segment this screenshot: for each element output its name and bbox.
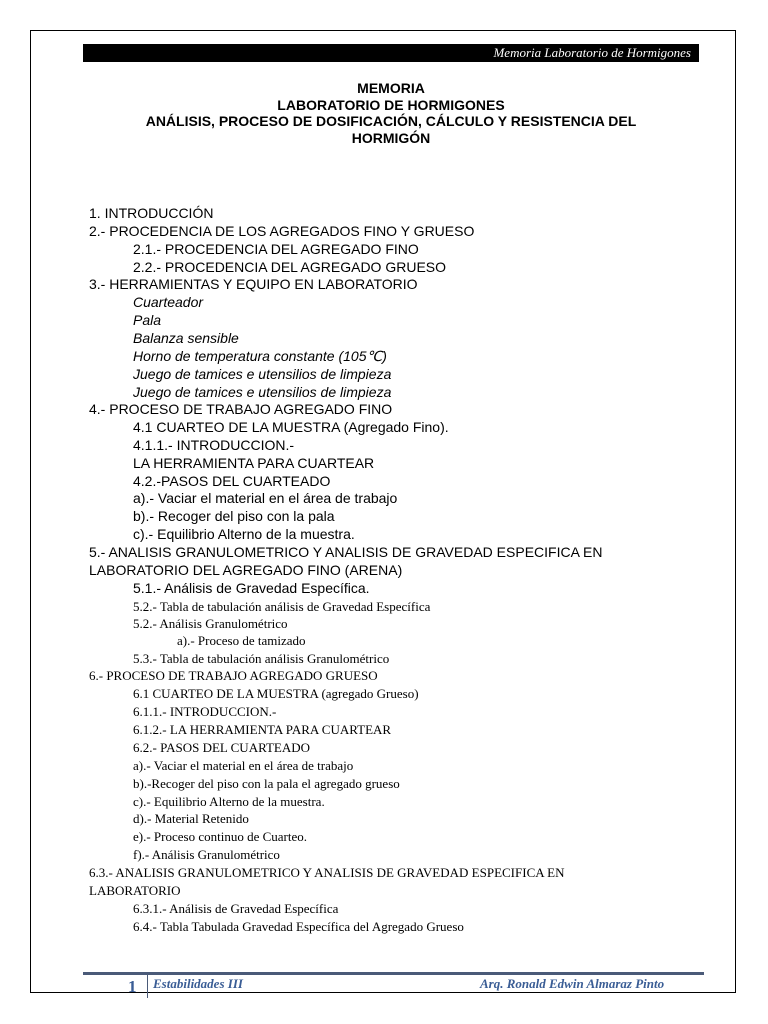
toc-entry: Balanza sensible <box>133 330 239 346</box>
toc-entry: 4.1.1.- INTRODUCCION.- <box>133 437 295 453</box>
toc-entry: Juego de tamices e utensilios de limpieza <box>133 366 392 382</box>
toc-entry: 4.- PROCESO DE TRABAJO AGREGADO FINO <box>89 401 393 417</box>
toc-entry: Horno de temperatura constante (105℃) <box>133 348 387 364</box>
toc-entry: e).- Proceso continuo de Cuarteo. <box>133 829 308 844</box>
toc-entry: 6.- PROCESO DE TRABAJO AGREGADO GRUESO <box>89 668 378 683</box>
toc-entry: 6.3.- ANALISIS GRANULOMETRICO Y ANALISIS DE GRAVEDAD ESPECIFICA EN <box>89 865 565 880</box>
toc-entry: 5.2.- Análisis Granulométrico <box>133 616 288 631</box>
toc-entry: a).- Proceso de tamizado <box>177 633 306 648</box>
toc-entry: 6.3.1.- Análisis de Gravedad Específica <box>133 901 339 916</box>
title-line-4: HORMIGÓN <box>351 129 431 146</box>
toc-entry: LABORATORIO DEL AGREGADO FINO (ARENA) <box>89 562 403 578</box>
footer-divider <box>147 974 148 998</box>
toc-entry: 3.- HERRAMIENTAS Y EQUIPO EN LABORATORIO <box>89 276 418 292</box>
toc-entry: d).- Material Retenido <box>133 811 249 826</box>
footer-author: Arq. Ronald Edwin Almaraz Pinto <box>480 976 665 991</box>
toc-entry: Juego de tamices e utensilios de limpieza <box>133 384 392 400</box>
toc-entry: 4.2.-PASOS DEL CUARTEADO <box>133 473 331 489</box>
toc-entry: 4.1 CUARTEO DE LA MUESTRA (Agregado Fino). <box>133 419 449 435</box>
toc-entry: 2.- PROCEDENCIA DE LOS AGREGADOS FINO Y GRUESO <box>89 223 475 239</box>
title-line-2: LABORATORIO DE HORMIGONES <box>277 96 505 113</box>
toc-entry: a).- Vaciar el material en el área de trabajo <box>133 490 398 506</box>
footer-rule <box>83 972 704 975</box>
title-line-1: MEMORIA <box>357 80 425 96</box>
toc-entry: f).- Análisis Granulométrico <box>133 847 280 862</box>
toc-entry: 6.4.- Tabla Tabulada Gravedad Específica del Agregado Grueso <box>133 919 464 934</box>
toc-entry: 2.1.- PROCEDENCIA DEL AGREGADO FINO <box>133 241 419 257</box>
toc-entry: 5.1.- Análisis de Gravedad Específica. <box>133 580 370 596</box>
title-line-3: ANÁLISIS, PROCESO DE DOSIFICACIÓN, CÁLCULO Y RESISTENCIA DEL <box>145 113 637 129</box>
toc-entry: 6.1 CUARTEO DE LA MUESTRA (agregado Grueso) <box>133 686 419 701</box>
toc-entry: LA HERRAMIENTA PARA CUARTEAR <box>133 455 375 471</box>
running-header-title: Memoria Laboratorio de Hormigones <box>493 45 691 60</box>
toc-entry: b).-Recoger del piso con la pala el agregado grueso <box>133 776 400 791</box>
toc-entry: 2.2.- PROCEDENCIA DEL AGREGADO GRUESO <box>133 259 447 275</box>
toc-entry: c).- Equilibrio Alterno de la muestra. <box>133 794 325 809</box>
toc-entry: 6.1.1.- INTRODUCCION.- <box>133 704 277 719</box>
toc-entry: 6.2.- PASOS DEL CUARTEADO <box>133 740 311 755</box>
toc-entry: b).- Recoger del piso con la pala <box>133 508 335 524</box>
toc-entry: 6.1.2.- LA HERRAMIENTA PARA CUARTEAR <box>133 722 392 737</box>
footer-course: Estabilidades III <box>153 976 243 991</box>
toc-entry: Cuarteador <box>133 294 204 310</box>
toc-entry: LABORATORIO <box>89 883 181 898</box>
toc-entry: c).- Equilibrio Alterno de la muestra. <box>133 526 355 542</box>
toc-entry: 5.3.- Tabla de tabulación análisis Granulométrico <box>133 651 390 666</box>
toc-entry: 1. INTRODUCCIÓN <box>89 205 214 221</box>
page-number: 1 <box>128 977 137 996</box>
toc-entry: a).- Vaciar el material en el área de trabajo <box>133 758 354 773</box>
toc-entry: 5.2.- Tabla de tabulación análisis de Gravedad Específica <box>133 599 431 614</box>
toc-entry: Pala <box>133 312 162 328</box>
toc-entry: 5.- ANALISIS GRANULOMETRICO Y ANALISIS DE GRAVEDAD ESPECIFICA EN <box>89 544 603 560</box>
